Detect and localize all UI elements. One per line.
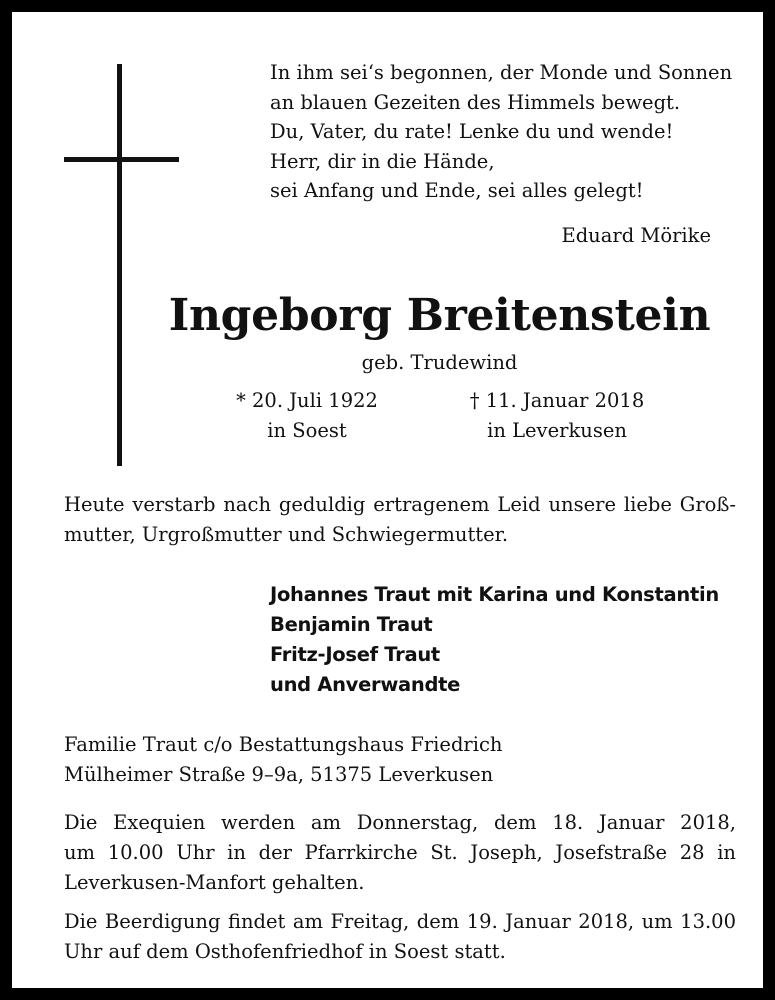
- burial-line: Die Beerdigung findet am Freitag, dem 19. Januar 2018, um 13.00: [64, 910, 736, 933]
- cross-icon-bar: [64, 157, 179, 162]
- burial-line: Uhr auf dem Osthofenfriedhof in Soest statt.: [64, 940, 506, 963]
- maiden-name: geb. Trudewind: [361, 351, 518, 374]
- poem-line: Herr, dir in die Hände,: [270, 149, 495, 173]
- intro-text: [64, 490, 736, 550]
- exequien-text: [64, 808, 736, 898]
- death-date: † 11. Januar 2018: [469, 389, 645, 412]
- birth-info: [217, 386, 397, 446]
- exequien-line: Leverkusen-Manfort gehalten.: [64, 871, 365, 894]
- exequien-line: um 10.00 Uhr in der Pfarrkirche St. Joseph, Josefstraße 28 in: [64, 841, 736, 864]
- death-info: [452, 386, 662, 446]
- birth-place: in Soest: [267, 419, 347, 442]
- address-line: Mülheimer Straße 9–9a, 51375 Leverkusen: [64, 763, 494, 786]
- family-member: Benjamin Traut: [270, 613, 433, 636]
- poem-author: Eduard Mörike: [561, 224, 711, 247]
- poem-line: sei Anfang und Ende, sei alles gelegt!: [270, 179, 644, 202]
- poem-line: Du, Vater, du rate! Lenke du und wende!: [270, 120, 674, 143]
- burial-text: [64, 907, 736, 967]
- poem-line: In ihm sei‘s begonnen, der Monde und Sonnen: [270, 61, 733, 84]
- family-member: und Anverwandte: [270, 673, 461, 696]
- exequien-line: Die Exequien werden am Donnerstag, dem 18. Januar 2018,: [64, 811, 736, 834]
- contact-address: [64, 730, 502, 790]
- death-place: in Leverkusen: [487, 419, 627, 442]
- family-member: Johannes Traut mit Karina und Konstantin: [270, 583, 719, 606]
- family-list: [270, 580, 719, 700]
- birth-date: * 20. Juli 1922: [236, 389, 378, 412]
- poem-line: an blauen Gezeiten des Himmels bewegt.: [270, 90, 681, 114]
- intro-line: Heute verstarb nach geduldig ertragenem Leid unsere liebe Groß-: [64, 493, 736, 516]
- deceased-name: Ingeborg Breitenstein: [168, 290, 711, 341]
- intro-line: mutter, Urgroßmutter und Schwiegermutter.: [64, 523, 509, 546]
- poem: [270, 58, 740, 206]
- cross-icon: [117, 64, 122, 466]
- address-line: Familie Traut c/o Bestattungshaus Friedrich: [64, 733, 503, 756]
- family-member: Fritz-Josef Traut: [270, 643, 440, 666]
